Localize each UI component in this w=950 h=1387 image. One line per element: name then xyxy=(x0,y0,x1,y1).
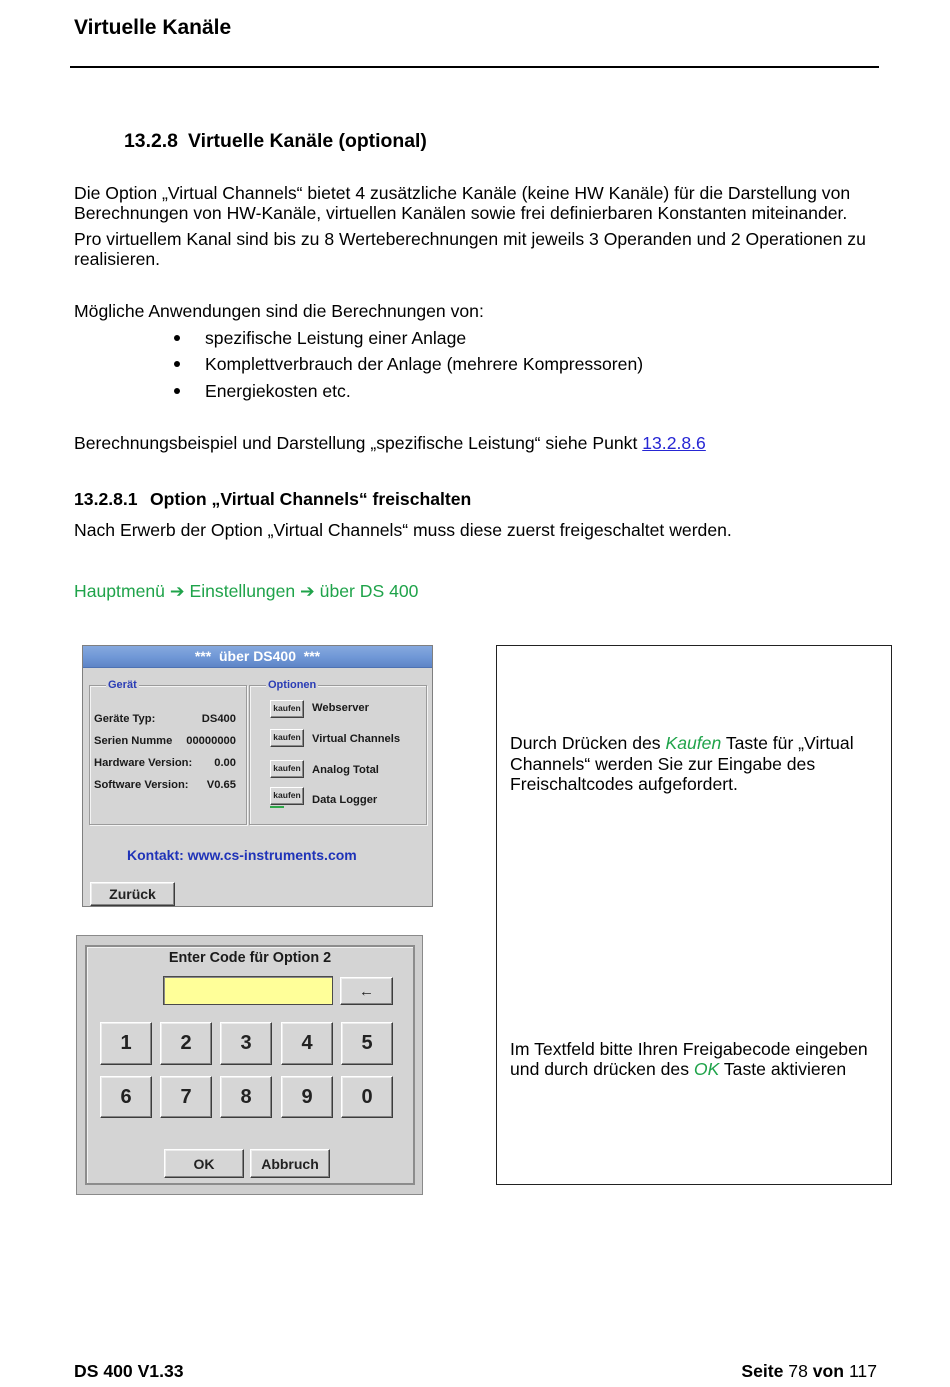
menu-path xyxy=(74,581,418,601)
key-1[interactable]: 1 xyxy=(100,1022,152,1065)
bullet-icon xyxy=(174,361,180,367)
arrow-right-icon: ➔ xyxy=(300,581,315,601)
key-7[interactable]: 7 xyxy=(160,1076,212,1118)
hardware-version-value: 0.00 xyxy=(214,757,236,769)
menu-path-step: Hauptmenü xyxy=(74,581,165,601)
instruction-text: Taste für „Virtual xyxy=(725,733,854,753)
serial-number-value: 00000000 xyxy=(186,735,236,747)
key-6[interactable]: 6 xyxy=(100,1076,152,1118)
software-version-label: Software Version: xyxy=(94,779,189,791)
subsection-title: Option „Virtual Channels“ freischalten xyxy=(150,489,472,509)
device-group-label: Gerät xyxy=(108,679,137,691)
intro-p2-line1: Pro virtuellem Kanal sind bis zu 8 Werteberechnungen mit jeweils 3 Operanden und 2 Operationen zu xyxy=(74,229,866,249)
key-9[interactable]: 9 xyxy=(281,1076,333,1118)
code-entry-panel xyxy=(85,945,415,1185)
dialog-title: Enter Code für Option 2 xyxy=(168,950,332,966)
subsection-text: Nach Erwerb der Option „Virtual Channels“ muss diese zuerst freigeschaltet werden. xyxy=(74,520,732,540)
device-type-value: DS400 xyxy=(201,713,236,725)
instruction-step-2 xyxy=(510,1039,868,1079)
key-2[interactable]: 2 xyxy=(160,1022,212,1065)
instruction-text: Durch Drücken des xyxy=(510,733,661,753)
option-virtual-channels-label: Virtual Channels xyxy=(312,733,401,745)
option-data-logger-label: Data Logger xyxy=(312,794,378,806)
arrow-right-icon: ➔ xyxy=(169,581,185,601)
footer-doc-version: DS 400 V1.33 xyxy=(74,1361,184,1381)
instruction-text: Channels“ werden Sie zur Eingabe des xyxy=(510,753,816,774)
about-screen-titlebar: *** über DS400 *** xyxy=(83,646,432,668)
instruction-text: und durch drücken des xyxy=(510,1059,689,1079)
hardware-version-label: Hardware Version: xyxy=(94,757,193,769)
instruction-key: Kaufen xyxy=(665,733,722,753)
instruction-text: Freischaltcodes aufgefordert. xyxy=(510,774,738,794)
list-item: Energiekosten etc. xyxy=(205,381,351,401)
ok-button[interactable]: OK xyxy=(164,1149,244,1178)
options-group xyxy=(249,679,427,825)
instruction-step-1 xyxy=(510,733,854,795)
bullet-icon xyxy=(174,335,180,341)
status-indicator xyxy=(270,806,284,808)
subsection-number: 13.2.8.1 xyxy=(74,489,138,509)
buy-data-logger-button[interactable]: kaufen xyxy=(270,787,304,805)
applications-lead: Mögliche Anwendungen sind die Berechnungen von: xyxy=(74,301,484,321)
device-type-label: Geräte Typ: xyxy=(94,713,156,725)
bullet-icon xyxy=(174,388,180,394)
intro-p1-line1: Die Option „Virtual Channels“ bietet 4 zusätzliche Kanäle (keine HW Kanäle) für die Darstellung von xyxy=(74,183,851,203)
section-title: Virtuelle Kanäle (optional) xyxy=(188,130,427,152)
about-screen xyxy=(82,645,433,907)
page-label: Seite xyxy=(741,1361,784,1381)
backspace-button[interactable]: ← xyxy=(340,977,393,1005)
example-reference xyxy=(74,433,706,453)
header-rule xyxy=(70,66,879,68)
cancel-button[interactable]: Abbruch xyxy=(250,1149,330,1178)
device-group xyxy=(89,679,247,825)
code-entry-dialog xyxy=(76,935,423,1195)
key-4[interactable]: 4 xyxy=(281,1022,333,1065)
intro-p1-line2: Berechnungen von HW-Kanäle, virtuellen Kanälen sowie frei definierbaren Konstanten miteinander. xyxy=(74,203,848,223)
key-3[interactable]: 3 xyxy=(220,1022,272,1065)
instruction-text: Im Textfeld bitte Ihren Freigabecode eingeben xyxy=(510,1039,868,1059)
footer-page-info xyxy=(741,1360,877,1382)
section-number: 13.2.8 xyxy=(124,130,178,152)
menu-path-step: über DS 400 xyxy=(319,581,419,601)
list-item: spezifische Leistung einer Anlage xyxy=(205,328,467,348)
buy-analog-total-button[interactable]: kaufen xyxy=(270,760,304,778)
code-input[interactable] xyxy=(163,976,333,1005)
back-button[interactable]: Zurück xyxy=(90,882,175,906)
options-group-label: Optionen xyxy=(268,679,317,691)
menu-path-step: Einstellungen xyxy=(189,581,296,601)
key-8[interactable]: 8 xyxy=(220,1076,272,1118)
list-item: Komplettverbrauch der Anlage (mehrere Kompressoren) xyxy=(205,354,644,374)
option-analog-total-label: Analog Total xyxy=(312,764,379,776)
contact-line: Kontakt: www.cs-instruments.com xyxy=(127,847,357,863)
software-version-value: V0.65 xyxy=(206,779,236,791)
instruction-text: Taste aktivieren xyxy=(723,1059,847,1079)
serial-number-label: Serien Numme xyxy=(94,735,173,747)
key-5[interactable]: 5 xyxy=(341,1022,393,1065)
intro-p2-line2: realisieren. xyxy=(74,249,161,269)
page-title: Virtuelle Kanäle xyxy=(74,16,232,39)
page-number: 78 xyxy=(788,1361,808,1381)
instruction-box xyxy=(496,645,892,1185)
buy-virtual-channels-button[interactable]: kaufen xyxy=(270,729,304,747)
instruction-key: OK xyxy=(693,1059,720,1079)
example-reference-text: Berechnungsbeispiel und Darstellung „spezifische Leistung“ siehe Punkt xyxy=(74,433,638,453)
option-webserver-label: Webserver xyxy=(312,702,370,714)
section-link[interactable]: 13.2.8.6 xyxy=(642,433,706,453)
page-of-label: von xyxy=(812,1361,845,1381)
page-total: 117 xyxy=(848,1361,877,1381)
key-0[interactable]: 0 xyxy=(341,1076,393,1118)
buy-webserver-button[interactable]: kaufen xyxy=(270,700,304,718)
